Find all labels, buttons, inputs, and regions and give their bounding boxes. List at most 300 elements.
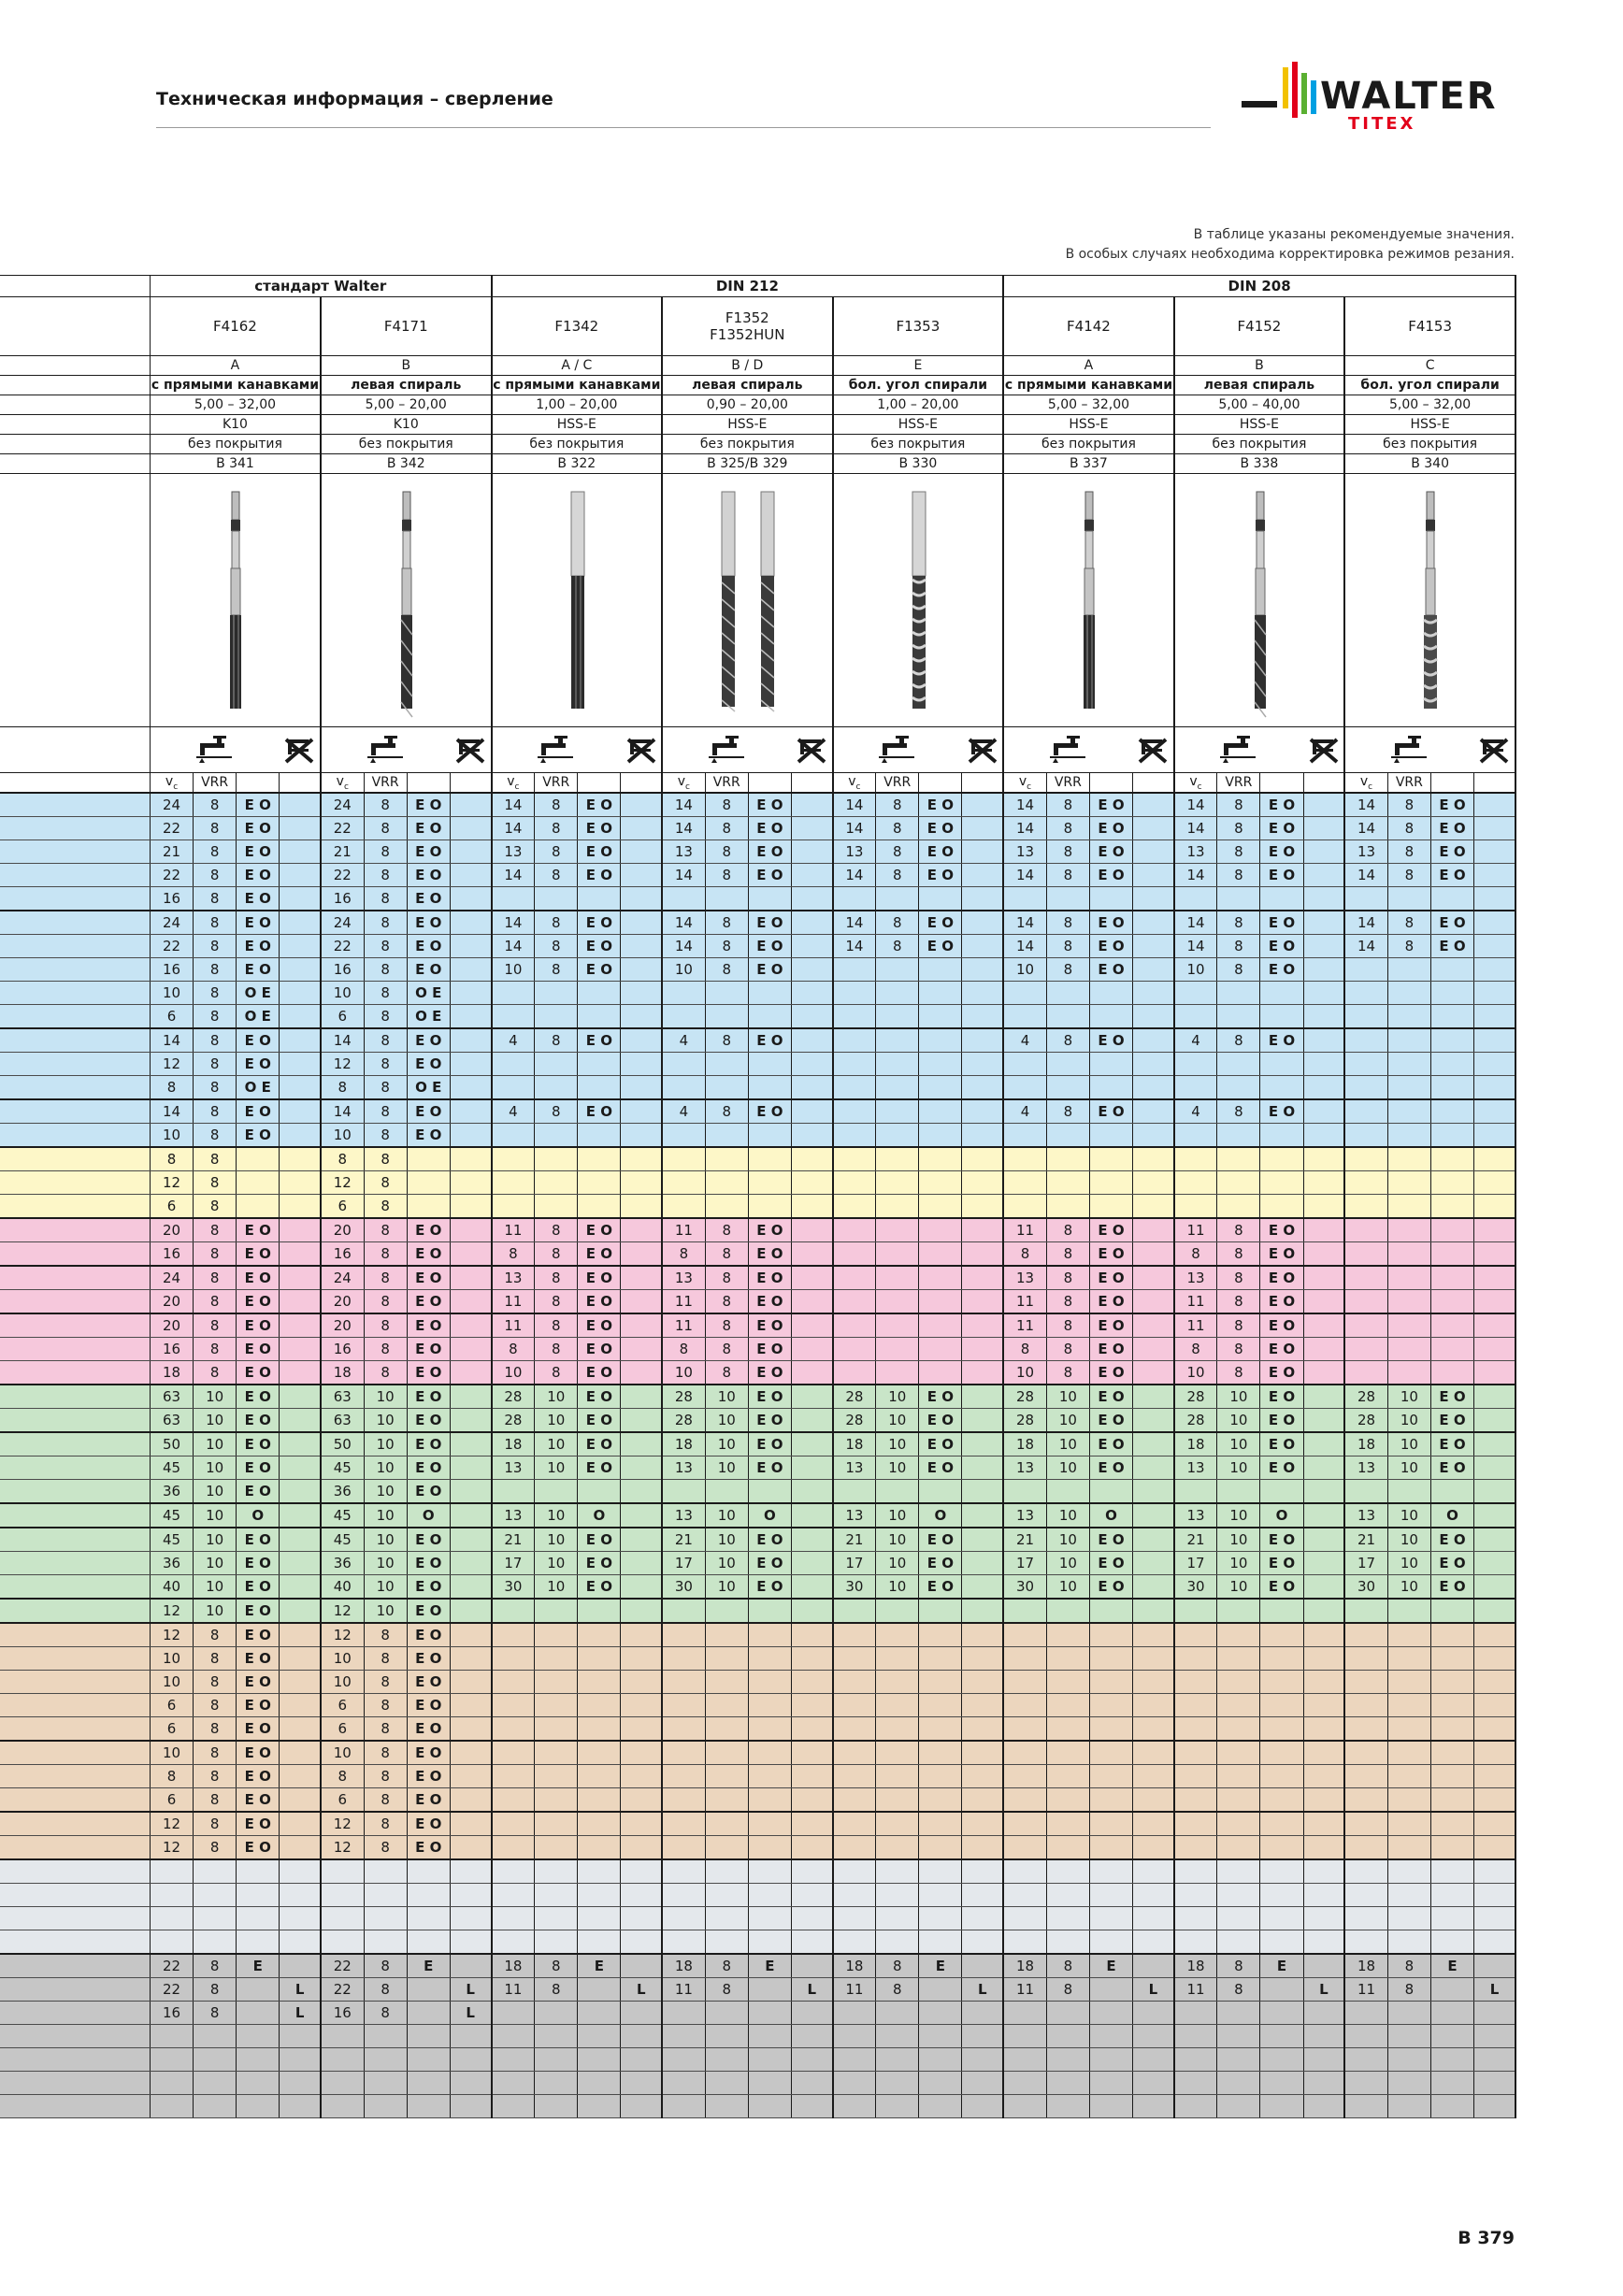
cutting-speed: 45	[321, 1503, 364, 1528]
vrr-value	[535, 1836, 578, 1860]
cutting-speed: 10	[1003, 958, 1046, 982]
operation	[578, 1599, 621, 1623]
cutting-speed	[1344, 1242, 1387, 1267]
operation	[1260, 1671, 1303, 1694]
operation-l: L	[1303, 1978, 1344, 2002]
material-group-cell	[0, 1503, 150, 1528]
vrr-value: 10	[876, 1457, 919, 1480]
operation-l	[1474, 1218, 1515, 1242]
cutting-speed	[1003, 1623, 1046, 1647]
operation-l	[1133, 1124, 1174, 1148]
operation-l	[1303, 1290, 1344, 1314]
operation: E O	[407, 1409, 450, 1433]
operation-l	[621, 2025, 662, 2048]
cutting-speed	[1344, 1361, 1387, 1385]
cutting-speed: 45	[321, 1528, 364, 1552]
vrr-value	[1387, 1028, 1430, 1053]
material-group-cell	[0, 1171, 150, 1195]
cutting-speed	[1174, 2072, 1217, 2095]
operation-l	[1303, 1647, 1344, 1671]
cutting-speed	[833, 887, 876, 911]
vrr-value	[876, 887, 919, 911]
operation	[919, 1884, 962, 1907]
operation: E O	[1260, 1218, 1303, 1242]
cutting-speed: 4	[1174, 1028, 1217, 1053]
vrr-value: 8	[705, 935, 748, 958]
cutting-speed	[1003, 1765, 1046, 1788]
vrr-value	[535, 1171, 578, 1195]
vrr-value: 10	[1217, 1385, 1260, 1409]
cutting-speed	[1003, 1195, 1046, 1219]
vrr-value	[876, 1741, 919, 1765]
tool-diameter-range: 5,00 – 32,00	[1003, 395, 1174, 415]
operation	[1260, 2048, 1303, 2072]
cutting-speed	[1344, 1836, 1387, 1860]
coolant-cell	[321, 727, 450, 773]
operation-l	[791, 1812, 832, 1836]
coolant-cell	[833, 727, 962, 773]
operation	[1430, 1313, 1473, 1338]
vrr-value: 8	[1046, 840, 1089, 864]
vrr-value: 10	[1217, 1457, 1260, 1480]
cutting-speed: 13	[1003, 840, 1046, 864]
operation: E O	[407, 793, 450, 817]
vc-label-text: v	[1189, 773, 1198, 789]
vrr-value: 8	[194, 1313, 237, 1338]
operation-l	[280, 911, 321, 935]
operation: E O	[237, 1290, 280, 1314]
cutting-speed: 21	[321, 840, 364, 864]
vrr-value: 8	[364, 1053, 407, 1076]
cutting-speed	[1003, 1788, 1046, 1813]
operation: E O	[407, 1053, 450, 1076]
cutting-speed: 10	[1174, 958, 1217, 982]
operation	[748, 1147, 791, 1171]
operation	[748, 2002, 791, 2025]
operation-l	[621, 1480, 662, 1504]
operation-l	[280, 2072, 321, 2095]
operation-l	[791, 1124, 832, 1148]
cutting-speed: 20	[150, 1290, 193, 1314]
operation-l	[791, 1242, 832, 1267]
vrr-value	[535, 1195, 578, 1219]
cutting-speed: 63	[321, 1385, 364, 1409]
operation-l	[450, 1765, 491, 1788]
cutting-speed	[1174, 1671, 1217, 1694]
group-header: DIN 212	[492, 276, 1004, 297]
cutting-speed	[492, 887, 535, 911]
operation-l	[1474, 1599, 1515, 1623]
cutting-speed: 20	[321, 1313, 364, 1338]
operation	[237, 2095, 280, 2118]
operation: E O	[1430, 840, 1473, 864]
cutting-speed	[1174, 1884, 1217, 1907]
operation	[1430, 958, 1473, 982]
operation	[578, 1907, 621, 1930]
operation	[407, 1930, 450, 1955]
vrr-value: 10	[364, 1599, 407, 1623]
tool-coating: без покрытия	[150, 435, 321, 454]
operation-l	[791, 1503, 832, 1528]
operation	[1089, 1717, 1132, 1742]
vrr-value	[1046, 1930, 1089, 1955]
vrr-value: 8	[364, 1313, 407, 1338]
table-row	[0, 1480, 1515, 1504]
cutting-speed: 28	[1003, 1385, 1046, 1409]
vrr-value: 8	[364, 1099, 407, 1124]
vrr-value: 10	[705, 1528, 748, 1552]
operation-l	[280, 1930, 321, 1955]
operation	[919, 1028, 962, 1053]
vrr-value	[705, 1171, 748, 1195]
vrr-value: 8	[194, 1005, 237, 1029]
vc-label-sub: c	[514, 782, 520, 792]
table-row	[0, 1836, 1515, 1860]
vrr-value: 8	[194, 864, 237, 887]
tool-catalog-page: B 342	[321, 454, 492, 474]
no-coolant-icon	[966, 734, 999, 766]
cutting-speed: 13	[1344, 840, 1387, 864]
operation	[578, 1147, 621, 1171]
operation-l	[1303, 1552, 1344, 1575]
operation: E O	[748, 1266, 791, 1290]
table-row	[0, 840, 1515, 864]
vrr-value	[1217, 1765, 1260, 1788]
vc-label-sub: c	[173, 782, 179, 792]
operation	[919, 958, 962, 982]
cutting-speed	[1003, 1836, 1046, 1860]
operation	[237, 1859, 280, 1884]
vrr-value	[1387, 1195, 1430, 1219]
cutting-speed	[833, 1647, 876, 1671]
tool-code	[1174, 297, 1345, 356]
cutting-speed: 14	[1174, 864, 1217, 887]
operation: E O	[1260, 1528, 1303, 1552]
tool-catalog-page-lead	[0, 454, 150, 474]
material-group-cell	[0, 1432, 150, 1457]
operation: E O	[407, 1694, 450, 1717]
operation-l	[1474, 1338, 1515, 1361]
operation: E O	[237, 1053, 280, 1076]
operation-l	[1474, 1432, 1515, 1457]
cutting-speed: 6	[150, 1195, 193, 1219]
operation	[919, 2048, 962, 2072]
operation	[1089, 1812, 1132, 1836]
vrr-value: 8	[535, 1338, 578, 1361]
operation	[748, 1647, 791, 1671]
operation	[748, 1480, 791, 1504]
vrr-value: 10	[876, 1409, 919, 1433]
operation-l	[1303, 2002, 1344, 2025]
vrr-value	[705, 1884, 748, 1907]
operation	[578, 1647, 621, 1671]
cutting-speed	[1003, 982, 1046, 1005]
cutting-speed: 14	[833, 793, 876, 817]
cutting-speed	[1344, 1647, 1387, 1671]
cutting-speed: 16	[321, 1242, 364, 1267]
operation	[748, 1812, 791, 1836]
operation	[919, 2072, 962, 2095]
cutting-speed: 8	[492, 1242, 535, 1267]
vrr-value	[1387, 1005, 1430, 1029]
operation-l	[280, 1218, 321, 1242]
tool-material: K10	[150, 415, 321, 435]
vrr-value: 8	[364, 1788, 407, 1813]
operation	[1089, 1884, 1132, 1907]
vrr-value	[194, 2072, 237, 2095]
cutting-speed	[662, 2095, 705, 2118]
cutting-speed: 18	[321, 1361, 364, 1385]
operation	[748, 1623, 791, 1647]
operation	[919, 1859, 962, 1884]
cutting-speed	[1344, 1694, 1387, 1717]
operation	[919, 1338, 962, 1361]
vrr-value	[876, 1124, 919, 1148]
cutting-speed: 11	[1003, 1290, 1046, 1314]
operation-l	[621, 840, 662, 864]
vrr-value	[705, 1836, 748, 1860]
vrr-value	[535, 1694, 578, 1717]
cutting-speed	[662, 1171, 705, 1195]
operation	[578, 1623, 621, 1647]
header-divider	[156, 127, 1211, 128]
material-group-cell	[0, 1599, 150, 1623]
vrr-value: 10	[705, 1552, 748, 1575]
cutting-speed: 30	[1174, 1575, 1217, 1600]
operation-l	[1133, 1575, 1174, 1600]
cutting-speed	[1174, 2048, 1217, 2072]
material-group-cell	[0, 1552, 150, 1575]
operation-l	[621, 1599, 662, 1623]
cutting-speed: 14	[662, 911, 705, 935]
cutting-speed: 14	[1344, 864, 1387, 887]
cutting-speed	[492, 1859, 535, 1884]
operation-l	[962, 1099, 1003, 1124]
vc-label-text: v	[677, 773, 686, 789]
cutting-speed: 14	[1003, 793, 1046, 817]
cutting-speed	[1003, 1599, 1046, 1623]
operation	[578, 1836, 621, 1860]
vrr-value: 10	[705, 1385, 748, 1409]
cutting-speed	[1344, 1907, 1387, 1930]
reamer-illustration	[1345, 475, 1515, 725]
operation-l	[280, 1076, 321, 1100]
cutting-speed	[1003, 1859, 1046, 1884]
operation	[407, 1147, 450, 1171]
cutting-speed: 14	[662, 864, 705, 887]
operation: E O	[578, 1028, 621, 1053]
operation: E O	[1260, 935, 1303, 958]
cutting-speed	[833, 1242, 876, 1267]
vrr-value: 8	[535, 793, 578, 817]
material-group-cell	[0, 1266, 150, 1290]
cutting-speed: 45	[321, 1457, 364, 1480]
cutting-speed: 10	[662, 1361, 705, 1385]
vrr-value: 8	[535, 1978, 578, 2002]
operation-l	[1474, 1409, 1515, 1433]
operation-l	[1303, 1954, 1344, 1978]
operation	[237, 1930, 280, 1955]
operation-l	[1303, 1741, 1344, 1765]
material-group-cell	[0, 1788, 150, 1813]
cutting-speed	[1344, 2025, 1387, 2048]
cutting-speed	[833, 2095, 876, 2118]
vrr-value: 8	[535, 864, 578, 887]
vrr-value	[876, 1053, 919, 1076]
reamer-illustration	[1175, 475, 1345, 725]
cutting-speed	[833, 1147, 876, 1171]
cutting-speed	[1344, 1480, 1387, 1504]
operation-l	[1133, 1028, 1174, 1053]
vrr-value	[876, 2025, 919, 2048]
vrr-value	[876, 982, 919, 1005]
operation	[1430, 1195, 1473, 1219]
coolant-cell	[1344, 727, 1473, 773]
vc-label-text: v	[336, 773, 344, 789]
operation	[1430, 1623, 1473, 1647]
cutting-speed: 16	[321, 887, 364, 911]
cutting-speed	[662, 1053, 705, 1076]
material-group-cell	[0, 1859, 150, 1884]
vrr-value	[876, 1859, 919, 1884]
table-row	[0, 1266, 1515, 1290]
vrr-value	[535, 1671, 578, 1694]
tool-material: HSS-E	[833, 415, 1004, 435]
operation	[578, 1717, 621, 1742]
vrr-label: VRR	[876, 773, 919, 794]
vrr-value: 8	[194, 1671, 237, 1694]
vrr-value: 8	[1046, 1099, 1089, 1124]
vrr-value	[876, 1694, 919, 1717]
vrr-value: 8	[364, 2002, 407, 2025]
vrr-value: 10	[1217, 1552, 1260, 1575]
cutting-speed	[492, 1480, 535, 1504]
cutting-speed	[662, 1884, 705, 1907]
table-row	[0, 1599, 1515, 1623]
table-row	[0, 887, 1515, 911]
operation-l	[450, 1005, 491, 1029]
material-group-cell	[0, 935, 150, 958]
cutting-speed: 16	[321, 2002, 364, 2025]
cutting-speed: 40	[321, 1575, 364, 1600]
operation	[407, 2048, 450, 2072]
operation	[1089, 1694, 1132, 1717]
vrr-value: 8	[876, 864, 919, 887]
operation-l	[1474, 1290, 1515, 1314]
tool-material: HSS-E	[1174, 415, 1345, 435]
material-group-cell	[0, 1647, 150, 1671]
tool-diameter-range: 5,00 – 40,00	[1174, 395, 1345, 415]
vrr-value	[876, 1765, 919, 1788]
vrr-value: 8	[364, 982, 407, 1005]
operation-l	[450, 1954, 491, 1978]
cutting-speed	[662, 1741, 705, 1765]
cutting-speed	[1003, 1647, 1046, 1671]
cutting-speed: 11	[662, 1313, 705, 1338]
operation	[237, 1195, 280, 1219]
operation	[748, 1836, 791, 1860]
operation-l	[1474, 1171, 1515, 1195]
cutting-speed	[1003, 1147, 1046, 1171]
cutting-speed: 14	[492, 817, 535, 840]
vc-label	[833, 773, 876, 794]
vrr-value	[1387, 1930, 1430, 1955]
cutting-speed: 13	[1174, 1266, 1217, 1290]
tool-coating: без покрытия	[833, 435, 1004, 454]
tool-geometry: бол. угол спирали	[833, 376, 1004, 395]
operation: E O	[407, 1242, 450, 1267]
operation	[407, 2095, 450, 2118]
operation-l	[450, 1313, 491, 1338]
vrr-value	[1387, 1907, 1430, 1930]
vrr-value: 8	[364, 1717, 407, 1742]
vrr-value	[1217, 1171, 1260, 1195]
operation-l	[791, 1859, 832, 1884]
vrr-value: 10	[876, 1385, 919, 1409]
cutting-speed: 13	[1003, 1266, 1046, 1290]
table-row	[0, 793, 1515, 817]
vrr-value: 8	[705, 1361, 748, 1385]
operation	[1089, 1671, 1132, 1694]
no-coolant-icon	[282, 734, 316, 766]
material-group-cell	[0, 1076, 150, 1100]
operation: E O	[919, 911, 962, 935]
vrr-value: 8	[535, 935, 578, 958]
operation-l	[791, 817, 832, 840]
vrr-value	[876, 2048, 919, 2072]
operation: E O	[748, 793, 791, 817]
vrr-value	[705, 1005, 748, 1029]
operation-l	[280, 1313, 321, 1338]
cutting-data-table	[0, 275, 1516, 2118]
vrr-value: 8	[705, 1290, 748, 1314]
cutting-speed	[833, 1361, 876, 1385]
cutting-speed: 63	[150, 1385, 193, 1409]
operation	[578, 1765, 621, 1788]
operation-l	[280, 935, 321, 958]
tool-type: B / D	[662, 356, 833, 376]
operation-l	[450, 1480, 491, 1504]
op2-label	[450, 773, 491, 794]
operation-l	[1133, 2048, 1174, 2072]
table-row	[0, 1575, 1515, 1600]
operation-l	[450, 982, 491, 1005]
operation	[1089, 2025, 1132, 2048]
operation	[1089, 1124, 1132, 1148]
operation	[578, 1480, 621, 1504]
coolant-cell	[150, 727, 279, 773]
operation-l	[962, 911, 1003, 935]
cutting-speed: 18	[1344, 1954, 1387, 1978]
cutting-speed	[1344, 1290, 1387, 1314]
operation-l	[450, 1338, 491, 1361]
operation: E O	[407, 1457, 450, 1480]
operation-l	[621, 1836, 662, 1860]
vrr-value: 10	[364, 1457, 407, 1480]
cutting-speed: 63	[321, 1409, 364, 1433]
table-row	[0, 1884, 1515, 1907]
vrr-value: 10	[535, 1385, 578, 1409]
operation-l	[962, 1457, 1003, 1480]
cutting-speed: 11	[1003, 1313, 1046, 1338]
cutting-speed: 12	[321, 1053, 364, 1076]
tool-material: K10	[321, 415, 492, 435]
operation	[1260, 2072, 1303, 2095]
vrr-value: 10	[535, 1575, 578, 1600]
operation	[748, 1005, 791, 1029]
vrr-value	[1217, 1717, 1260, 1742]
operation-l	[1474, 1124, 1515, 1148]
